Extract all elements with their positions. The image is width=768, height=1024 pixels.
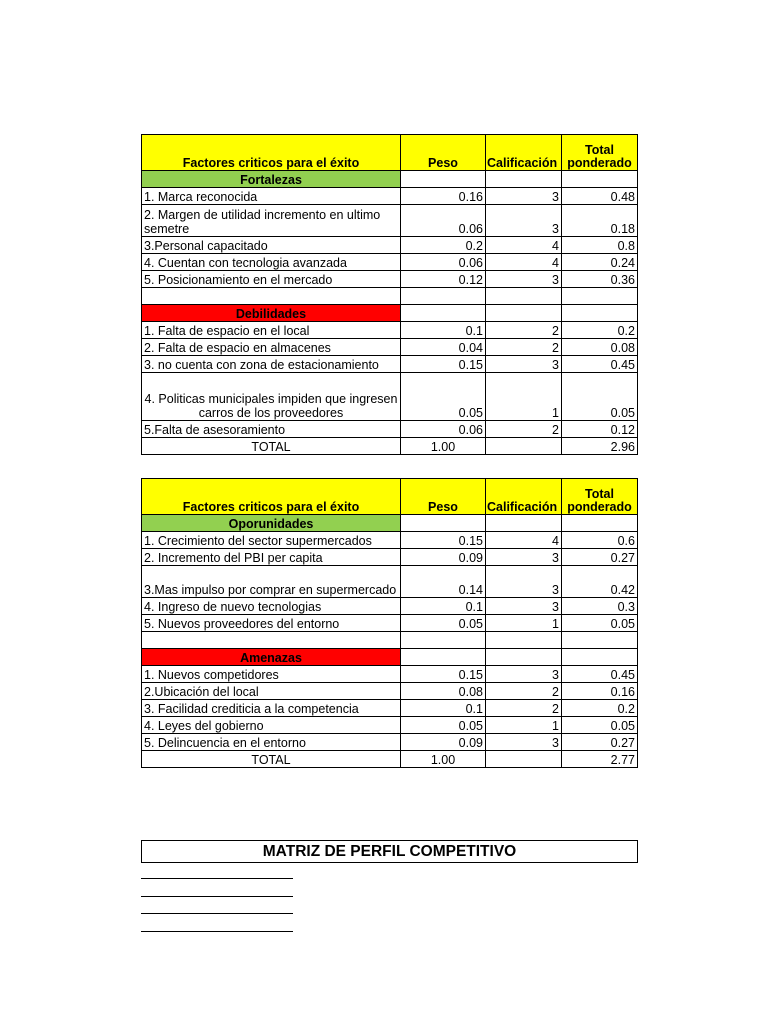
peso-cell: 0.15 — [401, 532, 486, 549]
peso-cell: 0.2 — [401, 237, 486, 254]
table-row — [142, 683, 638, 700]
table-row — [142, 322, 638, 339]
factor-cell: 3.Mas impulso por comprar en supermercado — [142, 566, 401, 598]
total-cell: 0.36 — [562, 271, 638, 288]
table-header-row — [142, 479, 638, 515]
empty-cell — [401, 515, 486, 532]
header-total-ponderado — [562, 479, 638, 515]
efi-matrix-table — [141, 134, 638, 455]
total-cell: 0.05 — [562, 373, 638, 421]
section-label-debilidades: Debilidades — [142, 305, 401, 322]
calificacion-cell: 3 — [486, 205, 562, 237]
factor-cell: 5. Nuevos proveedores del entorno — [142, 615, 401, 632]
header-total-line1: Total — [585, 487, 614, 501]
empty-cell — [562, 632, 638, 649]
peso-cell: 0.06 — [401, 254, 486, 271]
total-cell: 0.45 — [562, 666, 638, 683]
peso-cell: 0.06 — [401, 421, 486, 438]
factor-cell: 4. Leyes del gobierno — [142, 717, 401, 734]
empty-cell — [401, 632, 486, 649]
total-cell: 0.3 — [562, 598, 638, 615]
peso-cell: 0.09 — [401, 549, 486, 566]
underline-rule — [141, 931, 293, 932]
peso-cell: 0.12 — [401, 271, 486, 288]
calificacion-cell: 3 — [486, 271, 562, 288]
peso-cell: 0.15 — [401, 666, 486, 683]
calificacion-cell: 3 — [486, 598, 562, 615]
empty-cell — [562, 171, 638, 188]
header-peso: Peso — [401, 479, 486, 515]
total-cell: 0.16 — [562, 683, 638, 700]
total-cell: 0.05 — [562, 717, 638, 734]
peso-cell: 0.05 — [401, 717, 486, 734]
calificacion-cell: 2 — [486, 322, 562, 339]
total-label: TOTAL — [142, 751, 401, 768]
underline-rule — [141, 878, 293, 879]
calificacion-cell: 1 — [486, 717, 562, 734]
empty-cell — [562, 288, 638, 305]
peso-cell: 0.16 — [401, 188, 486, 205]
total-cell: 0.42 — [562, 566, 638, 598]
factor-cell: 2.Ubicación del local — [142, 683, 401, 700]
total-cell: 0.6 — [562, 532, 638, 549]
empty-cell — [401, 171, 486, 188]
total-cell: 0.8 — [562, 237, 638, 254]
empty-cell — [486, 305, 562, 322]
peso-cell: 0.14 — [401, 566, 486, 598]
factor-cell: 4. Ingreso de nuevo tecnologias — [142, 598, 401, 615]
calificacion-cell: 3 — [486, 188, 562, 205]
empty-cell — [562, 649, 638, 666]
factor-cell: 1. Nuevos competidores — [142, 666, 401, 683]
factor-cell: 4. Politicas municipales impiden que ingresen carros de los proveedores — [142, 373, 401, 421]
efe-matrix-table — [141, 478, 638, 768]
header-total-line2: ponderado — [567, 156, 632, 170]
table-header-row — [142, 135, 638, 171]
factor-cell: 5.Falta de asesoramiento — [142, 421, 401, 438]
total-peso: 1.00 — [401, 751, 486, 768]
header-factor: Factores criticos para el éxito — [142, 135, 401, 171]
table-row — [142, 700, 638, 717]
total-peso: 1.00 — [401, 438, 486, 455]
empty-cell — [486, 438, 562, 455]
matrix-title: MATRIZ DE PERFIL COMPETITIVO — [141, 840, 638, 863]
total-cell: 0.18 — [562, 205, 638, 237]
section-row-fortalezas — [142, 171, 638, 188]
factor-cell: 2. Incremento del PBI per capita — [142, 549, 401, 566]
table-row — [142, 421, 638, 438]
table-row — [142, 373, 638, 421]
peso-cell: 0.09 — [401, 734, 486, 751]
empty-cell — [486, 515, 562, 532]
header-calificacion: Calificación — [486, 479, 562, 515]
factor-cell: 5. Delincuencia en el entorno — [142, 734, 401, 751]
blank-row — [142, 288, 638, 305]
total-row — [142, 438, 638, 455]
peso-cell: 0.1 — [401, 700, 486, 717]
peso-cell: 0.15 — [401, 356, 486, 373]
table-row — [142, 237, 638, 254]
total-cell: 0.48 — [562, 188, 638, 205]
factor-cell: 3.Personal capacitado — [142, 237, 401, 254]
empty-cell — [142, 288, 401, 305]
calificacion-cell: 4 — [486, 254, 562, 271]
total-value: 2.96 — [562, 438, 638, 455]
empty-cell — [401, 649, 486, 666]
section-label-fortalezas: Fortalezas — [142, 171, 401, 188]
underline-rule — [141, 913, 293, 914]
total-cell: 0.27 — [562, 549, 638, 566]
peso-cell: 0.05 — [401, 373, 486, 421]
factor-cell: 1. Falta de espacio en el local — [142, 322, 401, 339]
peso-cell: 0.06 — [401, 205, 486, 237]
factor-cell: 1. Crecimiento del sector supermercados — [142, 532, 401, 549]
section-label-oportunidades: Oporunidades — [142, 515, 401, 532]
header-factor: Factores criticos para el éxito — [142, 479, 401, 515]
total-cell: 0.2 — [562, 322, 638, 339]
peso-cell: 0.04 — [401, 339, 486, 356]
table-row — [142, 339, 638, 356]
factor-cell: 3. no cuenta con zona de estacionamiento — [142, 356, 401, 373]
total-cell: 0.27 — [562, 734, 638, 751]
table-row — [142, 549, 638, 566]
peso-cell: 0.08 — [401, 683, 486, 700]
table-row — [142, 566, 638, 598]
table-row — [142, 205, 638, 237]
blank-row — [142, 632, 638, 649]
factor-cell: 2. Falta de espacio en almacenes — [142, 339, 401, 356]
calificacion-cell: 3 — [486, 549, 562, 566]
total-row — [142, 751, 638, 768]
calificacion-cell: 2 — [486, 683, 562, 700]
table-row — [142, 532, 638, 549]
table-row — [142, 717, 638, 734]
table-row — [142, 188, 638, 205]
header-calificacion: Calificación — [486, 135, 562, 171]
empty-cell — [401, 305, 486, 322]
factor-cell: 5. Posicionamiento en el mercado — [142, 271, 401, 288]
calificacion-cell: 1 — [486, 373, 562, 421]
peso-cell: 0.1 — [401, 598, 486, 615]
total-cell: 0.24 — [562, 254, 638, 271]
section-row-amenazas — [142, 649, 638, 666]
section-row-debilidades — [142, 305, 638, 322]
header-peso: Peso — [401, 135, 486, 171]
underline-rule — [141, 896, 293, 897]
header-total-line1: Total — [585, 143, 614, 157]
total-value: 2.77 — [562, 751, 638, 768]
header-total-line2: ponderado — [567, 500, 632, 514]
empty-cell — [486, 288, 562, 305]
calificacion-cell: 3 — [486, 356, 562, 373]
table-row — [142, 615, 638, 632]
empty-cell — [562, 515, 638, 532]
empty-cell — [142, 632, 401, 649]
calificacion-cell: 3 — [486, 734, 562, 751]
section-row-oportunidades — [142, 515, 638, 532]
total-cell: 0.08 — [562, 339, 638, 356]
factor-cell: 4. Cuentan con tecnologia avanzada — [142, 254, 401, 271]
empty-cell — [486, 632, 562, 649]
table-row — [142, 598, 638, 615]
table-row — [142, 271, 638, 288]
calificacion-cell: 3 — [486, 566, 562, 598]
empty-cell — [486, 649, 562, 666]
empty-cell — [562, 305, 638, 322]
table-row — [142, 356, 638, 373]
peso-cell: 0.05 — [401, 615, 486, 632]
factor-cell: 1. Marca reconocida — [142, 188, 401, 205]
total-cell: 0.2 — [562, 700, 638, 717]
table-row — [142, 734, 638, 751]
total-cell: 0.05 — [562, 615, 638, 632]
empty-cell — [486, 171, 562, 188]
table-row — [142, 666, 638, 683]
calificacion-cell: 4 — [486, 237, 562, 254]
calificacion-cell: 2 — [486, 421, 562, 438]
calificacion-cell: 2 — [486, 339, 562, 356]
empty-cell — [401, 288, 486, 305]
table-row — [142, 254, 638, 271]
empty-cell — [486, 751, 562, 768]
peso-cell: 0.1 — [401, 322, 486, 339]
calificacion-cell: 4 — [486, 532, 562, 549]
factor-cell: 2. Margen de utilidad incremento en ultimo semetre — [142, 205, 401, 237]
header-total-ponderado — [562, 135, 638, 171]
total-cell: 0.45 — [562, 356, 638, 373]
section-label-amenazas: Amenazas — [142, 649, 401, 666]
calificacion-cell: 3 — [486, 666, 562, 683]
total-cell: 0.12 — [562, 421, 638, 438]
factor-cell: 3. Facilidad crediticia a la competencia — [142, 700, 401, 717]
calificacion-cell: 1 — [486, 615, 562, 632]
calificacion-cell: 2 — [486, 700, 562, 717]
total-label: TOTAL — [142, 438, 401, 455]
